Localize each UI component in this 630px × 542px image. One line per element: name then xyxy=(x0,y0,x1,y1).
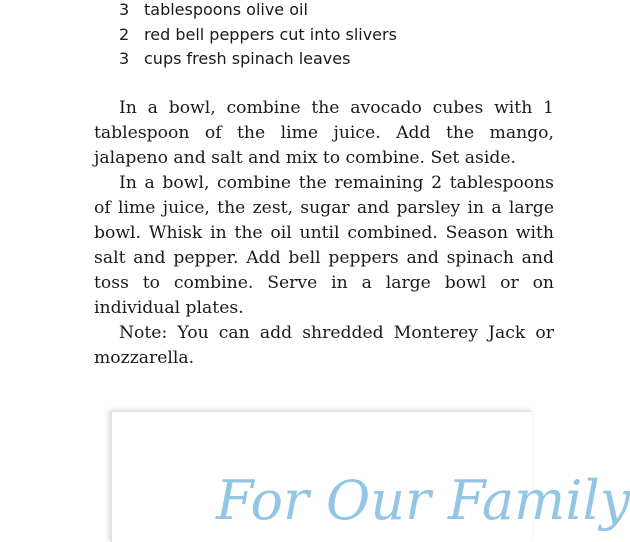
card-title: For Our Family xyxy=(216,469,630,532)
ingredient-item xyxy=(119,47,397,72)
ingredient-text: cups fresh spinach leaves xyxy=(144,49,351,68)
ingredient-item xyxy=(119,0,397,23)
inset-card xyxy=(111,411,630,542)
recipe-instructions xyxy=(94,96,554,371)
ingredient-quantity: 2 xyxy=(119,24,130,44)
ingredient-item xyxy=(119,23,397,48)
ingredient-quantity: 3 xyxy=(119,0,130,19)
ingredient-text: red bell peppers cut into slivers xyxy=(144,24,397,44)
instruction-paragraph: In a bowl, combine the avocado cubes with 1 tablespoon of the lime juice. Add the mango, jalapeno and salt and mix to combine. Set aside. xyxy=(94,98,554,168)
ingredient-list xyxy=(119,0,397,72)
ingredient-quantity: 3 xyxy=(119,49,130,68)
note-paragraph: Note: You can add shredded Monterey Jack or mozzarella. xyxy=(94,323,554,368)
instruction-paragraph: In a bowl, combine the remaining 2 tablespoons of lime juice, the zest, sugar and parsley in a large bowl. Whisk in the oil until combined. Season with salt and pepper. Add bell peppers and spinach and toss to combine. Serve in a large bowl or on individual plates. xyxy=(94,173,554,318)
ingredient-text: tablespoons olive oil xyxy=(144,0,308,19)
